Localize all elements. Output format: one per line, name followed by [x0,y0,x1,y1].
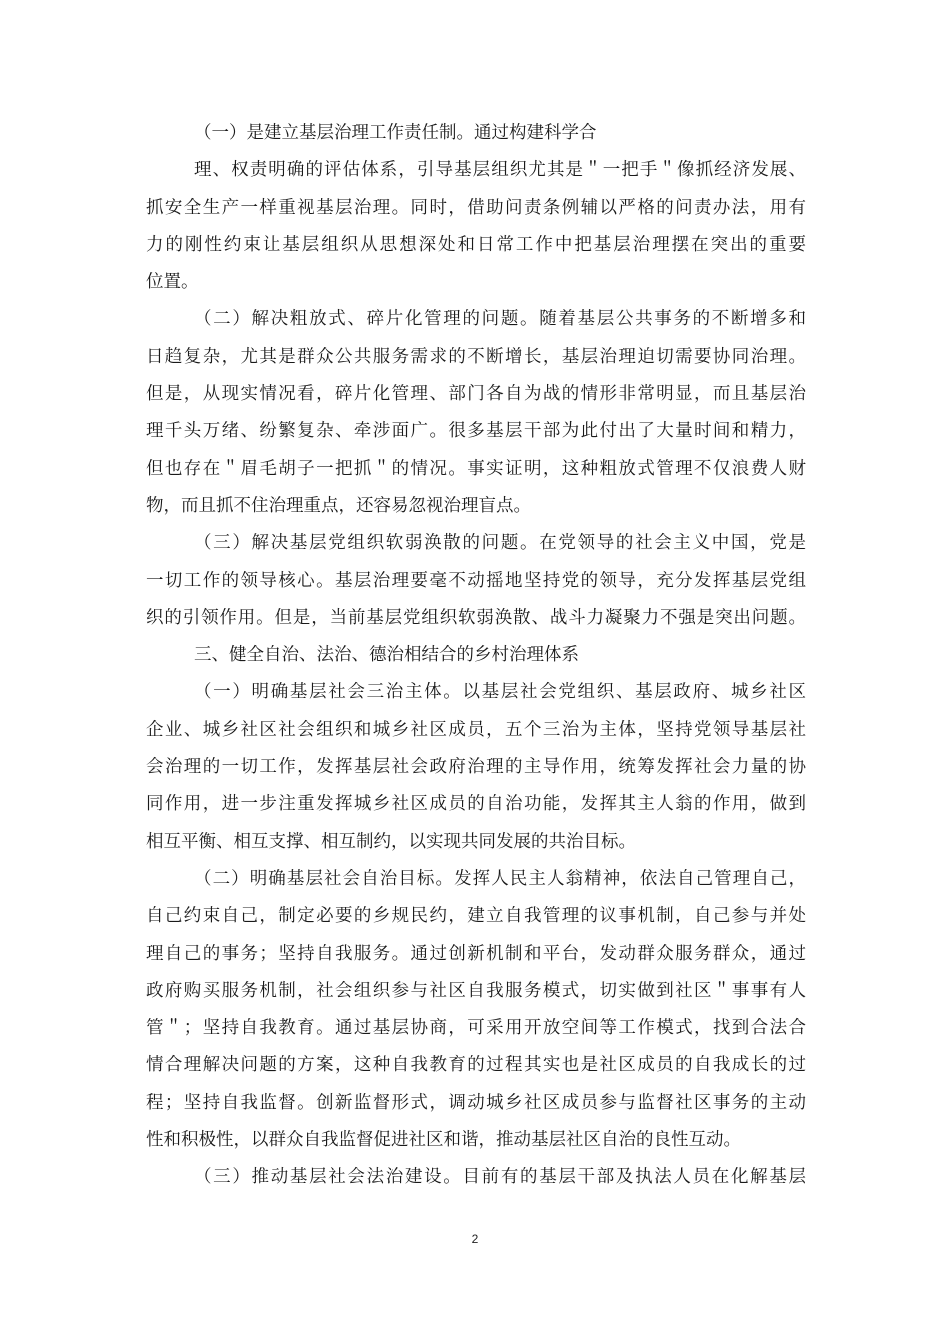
text-line: 一切工作的领导核心。基层治理要毫不动摇地坚持党的领导，充分发挥基层党组 [146,570,806,591]
text-line: 性和积极性，以群众自我监督促进社区和谐，推动基层社区自治的良性互动。 [146,1130,741,1151]
text-line: 政府购买服务机制，社会组织参与社区自我服务模式，切实做到社区＂事事有人 [146,980,806,1001]
text-line: 但是，从现实情况看，碎片化管理、部门各自为战的情形非常明显，而且基层治 [146,384,806,405]
text-line: 理自己的事务；坚持自我服务。通过创新机制和平台，发动群众服务群众，通过 [146,943,806,964]
text-line: 相互平衡、相互支撑、相互制约，以实现共同发展的共治目标。 [146,831,636,852]
text-line: 理、权责明确的评估体系，引导基层组织尤其是＂一把手＂像抓经济发展、 [194,160,806,181]
text-line: 三、健全自治、法治、德治相结合的乡村治理体系 [194,645,579,666]
body-text [146,115,806,1197]
text-line: 会治理的一切工作，发挥基层社会政府治理的主导作用，统筹发挥社会力量的协 [146,757,806,778]
text-line: 力的刚性约束让基层组织从思想深处和日常工作中把基层治理摆在突出的重要 [146,234,806,255]
text-line: 织的引领作用。但是，当前基层党组织软弱涣散、战斗力凝聚力不强是突出问题。 [146,607,806,628]
text-line: 位置。 [146,272,199,293]
page-number: 2 [471,1232,479,1246]
text-line: 理千头万绪、纷繁复杂、牵涉面广。很多基层干部为此付出了大量时间和精力， [146,421,806,442]
text-line: 企业、城乡社区社会组织和城乡社区成员，五个三治为主体，坚持党领导基层社 [146,719,806,740]
text-line: （二）明确基层社会自治目标。发挥人民主人翁精神，依法自己管理自己， [194,868,806,889]
text-line: 日趋复杂，尤其是群众公共服务需求的不断增长，基层治理迫切需要协同治理。 [146,346,806,367]
text-line: （一）明确基层社会三治主体。以基层社会党组织、基层政府、城乡社区 [194,682,806,703]
text-line: 抓安全生产一样重视基层治理。同时，借助问责条例辅以严格的问责办法，用有 [146,197,806,218]
text-line: （三）解决基层党组织软弱涣散的问题。在党领导的社会主义中国，党是 [194,533,806,554]
text-line: 管＂；坚持自我教育。通过基层协商，可采用开放空间等工作模式，找到合法合 [146,1018,806,1039]
text-line: 同作用，进一步注重发挥城乡社区成员的自治功能，发挥其主人翁的作用，做到 [146,794,806,815]
text-line: （二）解决粗放式、碎片化管理的问题。随着基层公共事务的不断增多和 [194,309,806,330]
text-line: （一）是建立基层治理工作责任制。通过构建科学合 [194,123,597,143]
text-line: 物，而且抓不住治理重点，还容易忽视治理盲点。 [146,495,531,516]
text-line: 情合理解决问题的方案，这种自我教育的过程其实也是社区成员的自我成长的过 [146,1055,806,1076]
text-line: （三）推动基层社会法治建设。目前有的基层干部及执法人员在化解基层 [194,1167,806,1188]
text-line: 自己约束自己，制定必要的乡规民约，建立自我管理的议事机制，自己参与并处 [146,906,806,927]
text-line: 但也存在＂眉毛胡子一把抓＂的情况。事实证明，这种粗放式管理不仅浪费人财 [146,458,806,479]
text-line: 程；坚持自我监督。创新监督形式，调动城乡社区成员参与监督社区事务的主动 [146,1092,806,1113]
